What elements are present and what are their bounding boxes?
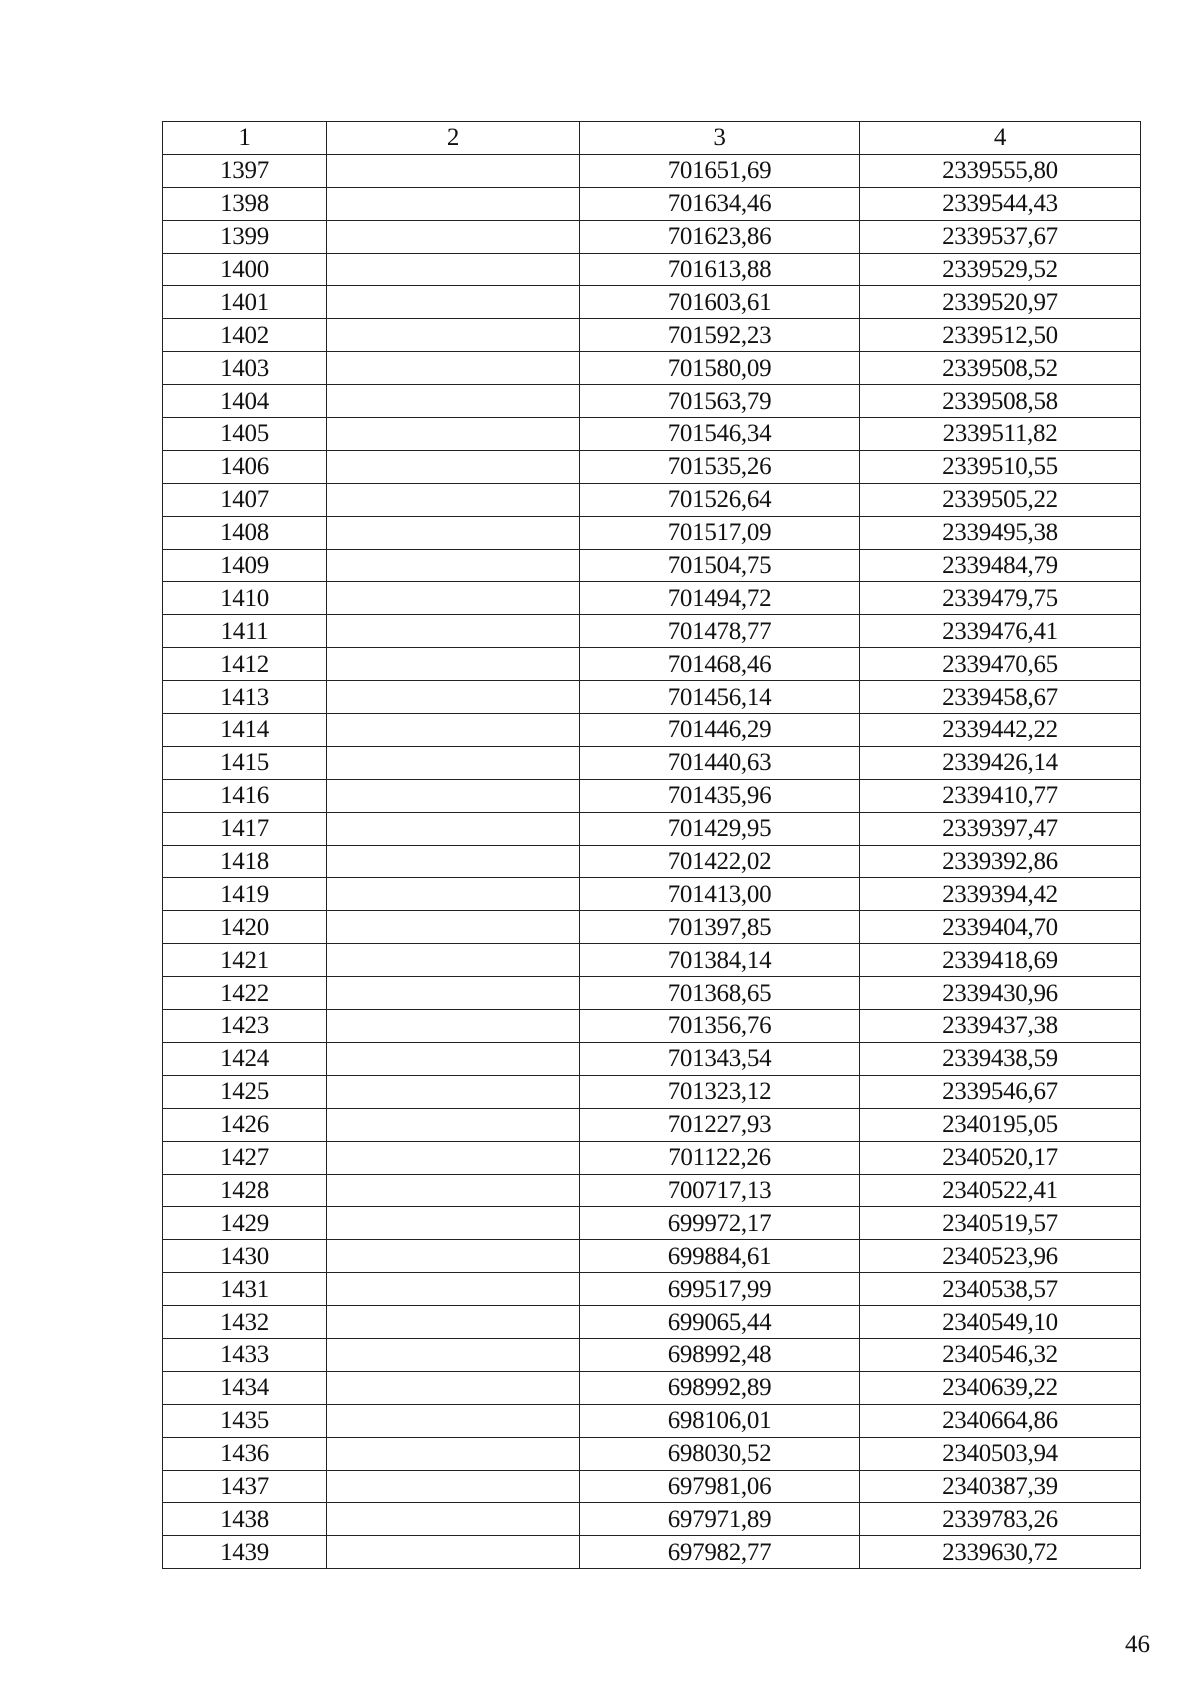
x-coordinate-cell: 701368,65 — [580, 977, 860, 1010]
y-coordinate-cell: 2339410,77 — [860, 779, 1141, 812]
y-coordinate-cell: 2339495,38 — [860, 516, 1141, 549]
description-cell — [327, 319, 580, 352]
y-coordinate-cell: 2339484,79 — [860, 549, 1141, 582]
y-coordinate-cell: 2339544,43 — [860, 187, 1141, 220]
y-coordinate-cell: 2339397,47 — [860, 812, 1141, 845]
x-coordinate-cell: 701603,61 — [580, 286, 860, 319]
table-row — [163, 878, 1141, 911]
table-row — [163, 1174, 1141, 1207]
point-number-cell: 1404 — [163, 385, 327, 418]
y-coordinate-cell: 2340195,05 — [860, 1108, 1141, 1141]
x-coordinate-cell: 701384,14 — [580, 944, 860, 977]
x-coordinate-cell: 699884,61 — [580, 1240, 860, 1273]
table-row — [163, 746, 1141, 779]
x-coordinate-cell: 701623,86 — [580, 220, 860, 253]
description-cell — [327, 1503, 580, 1536]
table-row — [163, 352, 1141, 385]
y-coordinate-cell: 2339418,69 — [860, 944, 1141, 977]
description-cell — [327, 1108, 580, 1141]
y-coordinate-cell: 2340522,41 — [860, 1174, 1141, 1207]
point-number-cell: 1429 — [163, 1207, 327, 1240]
y-coordinate-cell: 2339510,55 — [860, 450, 1141, 483]
description-cell — [327, 516, 580, 549]
y-coordinate-cell: 2339442,22 — [860, 714, 1141, 747]
description-cell — [327, 1306, 580, 1339]
y-coordinate-cell: 2339520,97 — [860, 286, 1141, 319]
x-coordinate-cell: 700717,13 — [580, 1174, 860, 1207]
header-row — [163, 122, 1141, 155]
point-number-cell: 1422 — [163, 977, 327, 1010]
x-coordinate-cell: 701651,69 — [580, 154, 860, 187]
table-row — [163, 516, 1141, 549]
y-coordinate-cell: 2339479,75 — [860, 582, 1141, 615]
table-body — [163, 154, 1141, 1568]
x-coordinate-cell: 698106,01 — [580, 1404, 860, 1437]
x-coordinate-cell: 701504,75 — [580, 549, 860, 582]
y-coordinate-cell: 2340538,57 — [860, 1273, 1141, 1306]
table-row — [163, 286, 1141, 319]
description-cell — [327, 779, 580, 812]
y-coordinate-cell: 2339537,67 — [860, 220, 1141, 253]
y-coordinate-cell: 2339394,42 — [860, 878, 1141, 911]
point-number-cell: 1438 — [163, 1503, 327, 1536]
y-coordinate-cell: 2339783,26 — [860, 1503, 1141, 1536]
point-number-cell: 1413 — [163, 681, 327, 714]
point-number-cell: 1407 — [163, 483, 327, 516]
point-number-cell: 1433 — [163, 1338, 327, 1371]
table-row — [163, 187, 1141, 220]
description-cell — [327, 1273, 580, 1306]
description-cell — [327, 878, 580, 911]
y-coordinate-cell: 2340503,94 — [860, 1437, 1141, 1470]
point-number-cell: 1403 — [163, 352, 327, 385]
description-cell — [327, 549, 580, 582]
point-number-cell: 1421 — [163, 944, 327, 977]
point-number-cell: 1414 — [163, 714, 327, 747]
point-number-cell: 1399 — [163, 220, 327, 253]
description-cell — [327, 187, 580, 220]
point-number-cell: 1420 — [163, 911, 327, 944]
y-coordinate-cell: 2339555,80 — [860, 154, 1141, 187]
x-coordinate-cell: 701494,72 — [580, 582, 860, 615]
description-cell — [327, 1470, 580, 1503]
description-cell — [327, 812, 580, 845]
page-number: 46 — [1125, 1631, 1150, 1658]
header-col-1: 1 — [163, 122, 327, 155]
description-cell — [327, 1174, 580, 1207]
description-cell — [327, 845, 580, 878]
description-cell — [327, 648, 580, 681]
y-coordinate-cell: 2340519,57 — [860, 1207, 1141, 1240]
description-cell — [327, 1141, 580, 1174]
x-coordinate-cell: 701435,96 — [580, 779, 860, 812]
y-coordinate-cell: 2339508,52 — [860, 352, 1141, 385]
y-coordinate-cell: 2340546,32 — [860, 1338, 1141, 1371]
description-cell — [327, 286, 580, 319]
header-col-4: 4 — [860, 122, 1141, 155]
point-number-cell: 1419 — [163, 878, 327, 911]
table-row — [163, 418, 1141, 451]
table-row — [163, 1306, 1141, 1339]
table-row — [163, 220, 1141, 253]
y-coordinate-cell: 2340639,22 — [860, 1371, 1141, 1404]
description-cell — [327, 582, 580, 615]
header-col-3: 3 — [580, 122, 860, 155]
x-coordinate-cell: 699972,17 — [580, 1207, 860, 1240]
table-row — [163, 582, 1141, 615]
table-row — [163, 483, 1141, 516]
x-coordinate-cell: 701535,26 — [580, 450, 860, 483]
x-coordinate-cell: 701323,12 — [580, 1075, 860, 1108]
table-row — [163, 845, 1141, 878]
x-coordinate-cell: 698030,52 — [580, 1437, 860, 1470]
x-coordinate-cell: 699517,99 — [580, 1273, 860, 1306]
point-number-cell: 1411 — [163, 615, 327, 648]
table-row — [163, 319, 1141, 352]
point-number-cell: 1424 — [163, 1042, 327, 1075]
y-coordinate-cell: 2340549,10 — [860, 1306, 1141, 1339]
table-row — [163, 1075, 1141, 1108]
table-row — [163, 615, 1141, 648]
point-number-cell: 1437 — [163, 1470, 327, 1503]
y-coordinate-cell: 2339546,67 — [860, 1075, 1141, 1108]
description-cell — [327, 1042, 580, 1075]
table-row — [163, 1207, 1141, 1240]
table-row — [163, 1371, 1141, 1404]
x-coordinate-cell: 701592,23 — [580, 319, 860, 352]
x-coordinate-cell: 697971,89 — [580, 1503, 860, 1536]
x-coordinate-cell: 701440,63 — [580, 746, 860, 779]
y-coordinate-cell: 2340664,86 — [860, 1404, 1141, 1437]
y-coordinate-cell: 2339512,50 — [860, 319, 1141, 352]
table-row — [163, 812, 1141, 845]
table-row — [163, 253, 1141, 286]
point-number-cell: 1428 — [163, 1174, 327, 1207]
y-coordinate-cell: 2339470,65 — [860, 648, 1141, 681]
table-row — [163, 779, 1141, 812]
x-coordinate-cell: 701563,79 — [580, 385, 860, 418]
x-coordinate-cell: 697981,06 — [580, 1470, 860, 1503]
table-row — [163, 648, 1141, 681]
description-cell — [327, 1207, 580, 1240]
table-row — [163, 977, 1141, 1010]
y-coordinate-cell: 2340520,17 — [860, 1141, 1141, 1174]
table-row — [163, 1273, 1141, 1306]
table-row — [163, 1240, 1141, 1273]
point-number-cell: 1406 — [163, 450, 327, 483]
x-coordinate-cell: 701413,00 — [580, 878, 860, 911]
table-row — [163, 681, 1141, 714]
x-coordinate-cell: 701613,88 — [580, 253, 860, 286]
description-cell — [327, 1338, 580, 1371]
point-number-cell: 1410 — [163, 582, 327, 615]
description-cell — [327, 714, 580, 747]
description-cell — [327, 154, 580, 187]
x-coordinate-cell: 701429,95 — [580, 812, 860, 845]
point-number-cell: 1409 — [163, 549, 327, 582]
table-row — [163, 1338, 1141, 1371]
description-cell — [327, 1240, 580, 1273]
description-cell — [327, 681, 580, 714]
point-number-cell: 1427 — [163, 1141, 327, 1174]
table-row — [163, 1010, 1141, 1043]
point-number-cell: 1439 — [163, 1536, 327, 1569]
table-row — [163, 450, 1141, 483]
x-coordinate-cell: 701227,93 — [580, 1108, 860, 1141]
y-coordinate-cell: 2339430,96 — [860, 977, 1141, 1010]
x-coordinate-cell: 701526,64 — [580, 483, 860, 516]
table-row — [163, 1536, 1141, 1569]
point-number-cell: 1408 — [163, 516, 327, 549]
table-row — [163, 1470, 1141, 1503]
description-cell — [327, 977, 580, 1010]
table-row — [163, 1404, 1141, 1437]
y-coordinate-cell: 2339630,72 — [860, 1536, 1141, 1569]
x-coordinate-cell: 701422,02 — [580, 845, 860, 878]
table-row — [163, 1042, 1141, 1075]
point-number-cell: 1430 — [163, 1240, 327, 1273]
point-number-cell: 1436 — [163, 1437, 327, 1470]
point-number-cell: 1434 — [163, 1371, 327, 1404]
point-number-cell: 1415 — [163, 746, 327, 779]
point-number-cell: 1426 — [163, 1108, 327, 1141]
x-coordinate-cell: 699065,44 — [580, 1306, 860, 1339]
x-coordinate-cell: 701397,85 — [580, 911, 860, 944]
point-number-cell: 1416 — [163, 779, 327, 812]
description-cell — [327, 483, 580, 516]
point-number-cell: 1435 — [163, 1404, 327, 1437]
x-coordinate-cell: 701580,09 — [580, 352, 860, 385]
table-row — [163, 1141, 1141, 1174]
point-number-cell: 1412 — [163, 648, 327, 681]
point-number-cell: 1402 — [163, 319, 327, 352]
x-coordinate-cell: 701634,46 — [580, 187, 860, 220]
description-cell — [327, 450, 580, 483]
table-row — [163, 944, 1141, 977]
point-number-cell: 1397 — [163, 154, 327, 187]
table-header — [163, 122, 1141, 155]
table-row — [163, 714, 1141, 747]
table-row — [163, 1108, 1141, 1141]
description-cell — [327, 615, 580, 648]
header-col-2: 2 — [327, 122, 580, 155]
description-cell — [327, 746, 580, 779]
description-cell — [327, 220, 580, 253]
description-cell — [327, 253, 580, 286]
y-coordinate-cell: 2339476,41 — [860, 615, 1141, 648]
x-coordinate-cell: 701356,76 — [580, 1010, 860, 1043]
description-cell — [327, 385, 580, 418]
point-number-cell: 1432 — [163, 1306, 327, 1339]
point-number-cell: 1405 — [163, 418, 327, 451]
description-cell — [327, 352, 580, 385]
y-coordinate-cell: 2339458,67 — [860, 681, 1141, 714]
x-coordinate-cell: 698992,89 — [580, 1371, 860, 1404]
description-cell — [327, 944, 580, 977]
description-cell — [327, 1437, 580, 1470]
x-coordinate-cell: 701517,09 — [580, 516, 860, 549]
x-coordinate-cell: 701456,14 — [580, 681, 860, 714]
y-coordinate-cell: 2339437,38 — [860, 1010, 1141, 1043]
point-number-cell: 1400 — [163, 253, 327, 286]
description-cell — [327, 1010, 580, 1043]
y-coordinate-cell: 2339505,22 — [860, 483, 1141, 516]
x-coordinate-cell: 701122,26 — [580, 1141, 860, 1174]
y-coordinate-cell: 2339392,86 — [860, 845, 1141, 878]
y-coordinate-cell: 2339426,14 — [860, 746, 1141, 779]
y-coordinate-cell: 2339508,58 — [860, 385, 1141, 418]
x-coordinate-cell: 701343,54 — [580, 1042, 860, 1075]
description-cell — [327, 1371, 580, 1404]
point-number-cell: 1418 — [163, 845, 327, 878]
table-row — [163, 1503, 1141, 1536]
point-number-cell: 1398 — [163, 187, 327, 220]
description-cell — [327, 911, 580, 944]
table-row — [163, 549, 1141, 582]
table-row — [163, 154, 1141, 187]
point-number-cell: 1417 — [163, 812, 327, 845]
y-coordinate-cell: 2339511,82 — [860, 418, 1141, 451]
point-number-cell: 1423 — [163, 1010, 327, 1043]
table-row — [163, 1437, 1141, 1470]
description-cell — [327, 1404, 580, 1437]
point-number-cell: 1431 — [163, 1273, 327, 1306]
x-coordinate-cell: 701446,29 — [580, 714, 860, 747]
y-coordinate-cell: 2339529,52 — [860, 253, 1141, 286]
x-coordinate-cell: 698992,48 — [580, 1338, 860, 1371]
x-coordinate-cell: 697982,77 — [580, 1536, 860, 1569]
description-cell — [327, 418, 580, 451]
y-coordinate-cell: 2340523,96 — [860, 1240, 1141, 1273]
table-row — [163, 911, 1141, 944]
point-number-cell: 1401 — [163, 286, 327, 319]
y-coordinate-cell: 2339438,59 — [860, 1042, 1141, 1075]
x-coordinate-cell: 701546,34 — [580, 418, 860, 451]
table-row — [163, 385, 1141, 418]
y-coordinate-cell: 2340387,39 — [860, 1470, 1141, 1503]
x-coordinate-cell: 701478,77 — [580, 615, 860, 648]
y-coordinate-cell: 2339404,70 — [860, 911, 1141, 944]
description-cell — [327, 1075, 580, 1108]
coordinates-table — [162, 121, 1141, 1569]
description-cell — [327, 1536, 580, 1569]
point-number-cell: 1425 — [163, 1075, 327, 1108]
x-coordinate-cell: 701468,46 — [580, 648, 860, 681]
